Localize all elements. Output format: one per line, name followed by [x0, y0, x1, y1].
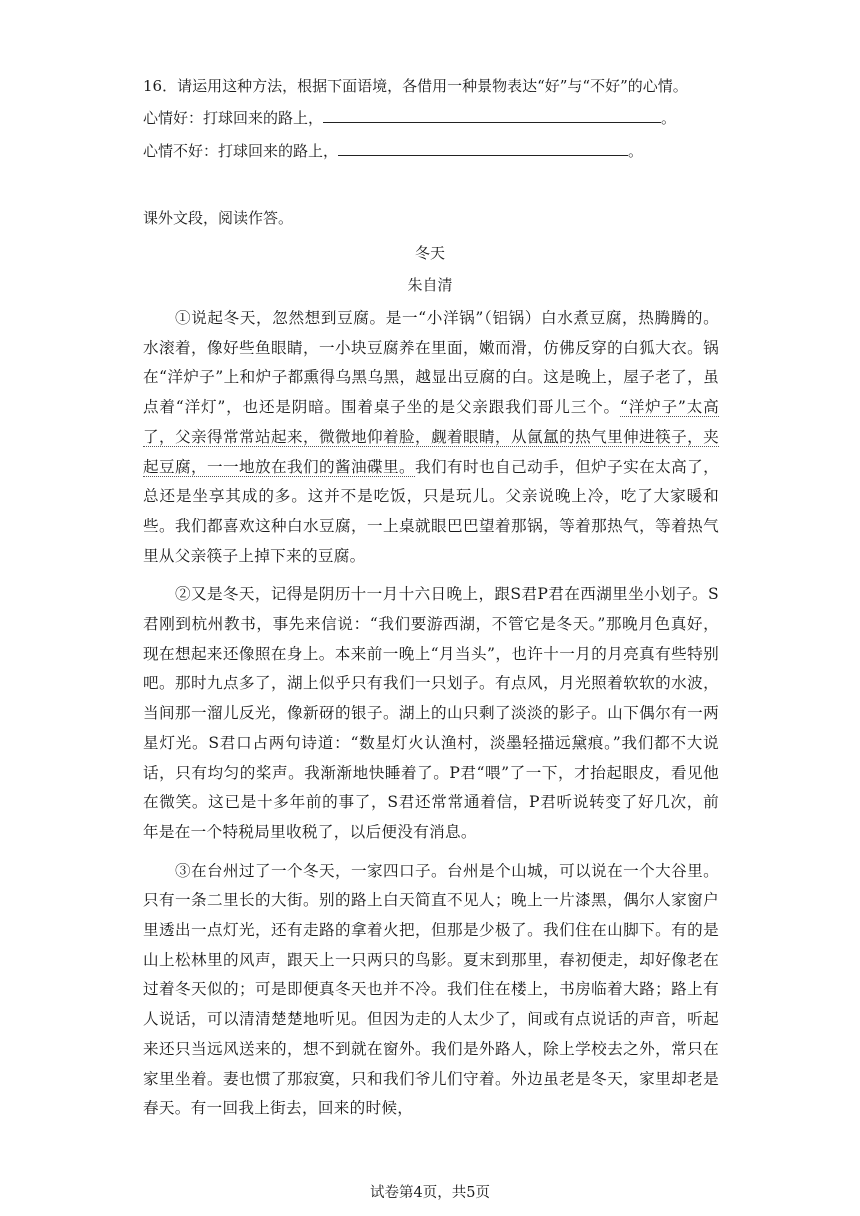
section-intro: 课外文段，阅读作答。: [143, 209, 294, 227]
underlined-sentence: “洋炉子”太高了，父亲得常常站起来，微微地仰着脸，觑着眼睛，从氤氲的热气里伸进筷子，夹起豆腐，一一地放在我们的酱油碟里。: [143, 398, 720, 476]
paragraph-1-end: 我们有时也自己动手，但炉子实在太高了，总还是坐享其成的多。这并不是吃饭，只是玩儿。父亲说晚上冷，吃了大家暖和些。我们都喜欢这种白水豆腐，一上桌就眼巴巴望着那锅，等着那热气，等着热气里从父亲筷子上掉下来的豆腐。: [143, 457, 719, 565]
question-16-prompt: 16．请运用这种方法，根据下面语境，各借用一种景物表达“好”与“不好”的心情。: [143, 77, 688, 95]
good-mood-label: 心情好：打球回来的路上，: [143, 109, 324, 127]
answer-line-good: [143, 108, 676, 128]
paragraph-3: ③在台州过了一个冬天，一家四口子。台州是个山城，可以说在一个大谷里。只有一条二里长的大街。别的路上白天简直不见人；晚上一片漆黑，偶尔人家窗户里透出一点灯光，还有走路的拿着火把，但那是少极了。我们住在山脚下。有的是山上松林里的风声，跟天上一只两只的鸟影。夏末到那里，春初便走，却好像老在过着冬天似的；可是即便真冬天也并不冷。我们住在楼上，书房临着大路；路上有人说话，可以清清楚楚地听见。但因为走的人太少了，间或有点说话的声音，听起来还只当远风送来的，想不到就在窗外。我们是外路人，除上学校去之外，常只在家里坐着。妻也惯了那寂寞，只和我们爷儿们守着。外边虽老是冬天，家里却老是春天。有一回我上街去，回来的时候，: [143, 861, 719, 1118]
paragraph-1-start: ①说起冬天，忽然想到豆腐。是一“小洋锅”（铝锅）白水煮豆腐，热腾腾的。水滚着，像好些鱼眼睛，一小块豆腐养在里面，嫩而滑，仿佛反穿的白狐大衣。锅在“洋炉子”上和炉子都熏得乌黑乌黑，越显出豆腐的白。这是晚上，屋子老了，虽点着“洋灯”，也还是阴暗。围着桌子坐的是父亲跟我们哥儿三个。: [143, 309, 719, 417]
page-footer: 试卷第4页，共5页: [370, 1185, 490, 1201]
bad-mood-label: 心情不好：打球回来的路上，: [143, 142, 339, 160]
paragraph-2: ②又是冬天，记得是阴历十一月十六日晚上，跟S君P君在西湖里坐小划子。S君刚到杭州教书，事先来信说：“我们要游西湖，不管它是冬天。”那晚月色真好，现在想起来还像照在身上。本来前一晚上“月当头”，也许十一月的月亮真有些特别吧。那时九点多了，湖上似乎只有我们一只划子。有点风，月光照着软软的水波，当间那一溜儿反光，像新砑的银子。湖上的山只剩了淡淡的影子。山下偶尔有一两星灯光。S君口占两句诗道：“数星灯火认渔村，淡墨轻描远黛痕。”我们都不大说话，只有均匀的桨声。我渐渐地快睡着了。P君“喂”了一下，才抬起眼皮，看见他在微笑。这已是十多年前的事了，S君还常常通着信，P君听说转变了好几次，前年是在一个特税局里收税了，以后便没有消息。: [143, 585, 719, 841]
bad-mood-blank[interactable]: [338, 141, 628, 156]
article-title: 冬天: [414, 244, 445, 262]
good-mood-end: 。: [661, 109, 677, 127]
bad-mood-end: 。: [628, 142, 644, 160]
article-body: [143, 304, 719, 1133]
answer-line-bad: [143, 141, 643, 161]
paragraph-1: [143, 304, 719, 571]
article-author: 朱自清: [407, 276, 453, 294]
good-mood-blank[interactable]: [323, 108, 661, 123]
